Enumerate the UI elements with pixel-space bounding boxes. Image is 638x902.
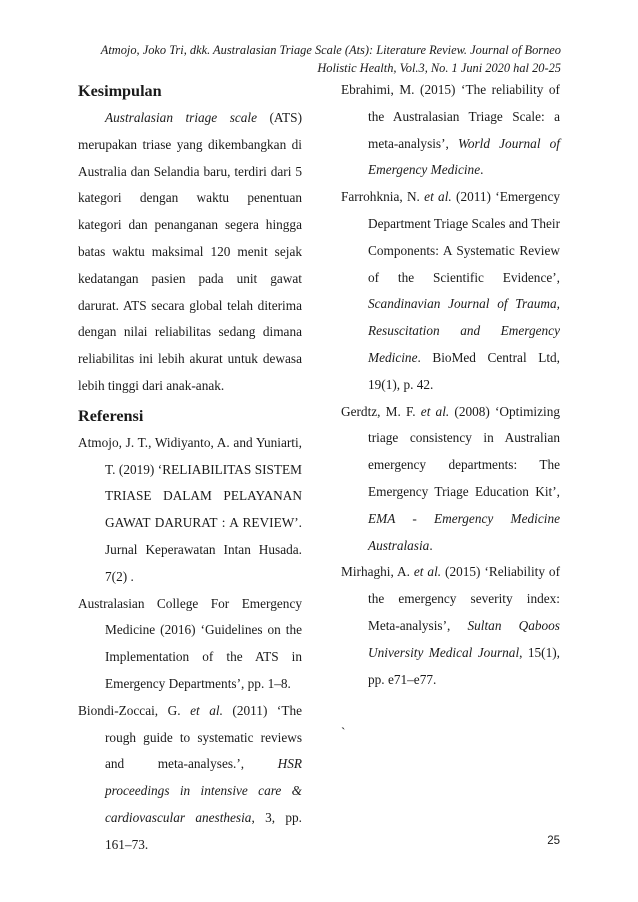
stray-mark: ` bbox=[341, 725, 346, 741]
reference-journal: EMA - Emergency Medicine Australasia bbox=[368, 510, 560, 553]
reference-journal: Scandinavian Journal of Trauma, Resuscitation and Emergency Medicine bbox=[368, 296, 560, 365]
reference-entry bbox=[78, 591, 302, 698]
running-header bbox=[41, 41, 561, 77]
conclusion-heading: Kesimpulan bbox=[78, 82, 162, 100]
reference-text: Atmojo, J. T., Widiyanto, A. and Yuniarti, T. (2019) ‘RELIABILITAS SISTEM TRIASE DALAM PELAYANAN GAWAT DARURAT : A REVIEW’. Jurnal Keperawatan Intan Husada. 7(2) . bbox=[78, 434, 302, 584]
reference-entry bbox=[341, 77, 560, 184]
reference-journal: HSR proceedings in intensive care & cardiovascular anesthesia bbox=[105, 756, 302, 825]
header-citation-line1: Atmojo, Joko Tri, dkk. Australasian Triage Scale (Ats): Literature Review. Journal of Borneo bbox=[100, 43, 561, 57]
reference-title: (2008) ‘Optimizing triage consistency in Australian emergency departments: The Emergency Triage Education Kit’, bbox=[368, 403, 561, 499]
conclusion-paragraph bbox=[78, 105, 302, 400]
reference-entry bbox=[341, 399, 560, 560]
reference-title: (2011) ‘The rough guide to systematic reviews and meta-analyses.’, bbox=[105, 702, 303, 772]
reference-entry bbox=[78, 430, 302, 591]
reference-entry bbox=[78, 698, 302, 859]
left-column bbox=[78, 77, 302, 859]
reference-etal: et al. bbox=[190, 702, 223, 718]
reference-details: , 15(1), pp. e71–e77. bbox=[368, 644, 560, 687]
reference-authors: Mirhaghi, A. bbox=[341, 564, 414, 580]
reference-details: . bbox=[429, 537, 433, 553]
reference-authors: Gerdtz, M. F. bbox=[341, 403, 421, 419]
references-heading: Referensi bbox=[78, 406, 144, 425]
reference-details: . BioMed Central Ltd, 19(1), p. 42. bbox=[368, 349, 560, 392]
reference-etal: et al. bbox=[424, 189, 452, 205]
page-number: 25 bbox=[547, 835, 560, 847]
header-citation-line2: Holistic Health, Vol.3, No. 1 Juni 2020 hal 20-25 bbox=[317, 61, 561, 75]
reference-authors-title: Ebrahimi, M. (2015) ‘The reliability of the Australasian Triage Scale: a meta-analysis’, bbox=[341, 82, 560, 151]
reference-text: Australasian College For Emergency Medicine (2016) ‘Guidelines on the Implementation of the ATS in Emergency Departments’, pp. 1–8. bbox=[78, 595, 302, 691]
reference-etal: et al. bbox=[413, 564, 442, 580]
reference-details: . bbox=[480, 162, 484, 178]
reference-entry bbox=[341, 184, 560, 398]
reference-title: (2011) ‘Emergency Department Triage Scales and Their Components: A Systematic Review of the Scientific Evidence’, bbox=[368, 189, 560, 285]
reference-journal: Sultan Qaboos University Medical Journal bbox=[368, 617, 560, 660]
conclusion-lead-term: Australasian triage scale bbox=[105, 110, 258, 125]
right-column bbox=[341, 77, 560, 747]
reference-details: , 3, pp. 161–73. bbox=[105, 809, 302, 852]
reference-etal: et al. bbox=[420, 403, 450, 419]
reference-authors: Biondi-Zoccai, G. bbox=[78, 702, 191, 718]
conclusion-body: (ATS) merupakan triase yang dikembangkan di Australia dan Selandia baru, terdiri dari 5 kategori dengan waktu penentuan kategori dan penanganan segera hingga batas waktu maksimal 120 menit sejak kedatangan pasien pada unit gawat darurat. ATS secara global telah diterima dengan nilai reliabilitas sedang dimana reliabilitas ini lebih akurat untuk dewasa lebih tinggi dari anak-anak. bbox=[78, 110, 302, 393]
reference-entry bbox=[341, 559, 560, 693]
reference-authors: Farrohknia, N. bbox=[341, 189, 425, 205]
reference-journal: World Journal of Emergency Medicine bbox=[368, 135, 560, 178]
reference-title: (2015) ‘Reliability of the emergency severity index: Meta-analysis’, bbox=[368, 564, 560, 633]
blank-line bbox=[341, 693, 560, 720]
